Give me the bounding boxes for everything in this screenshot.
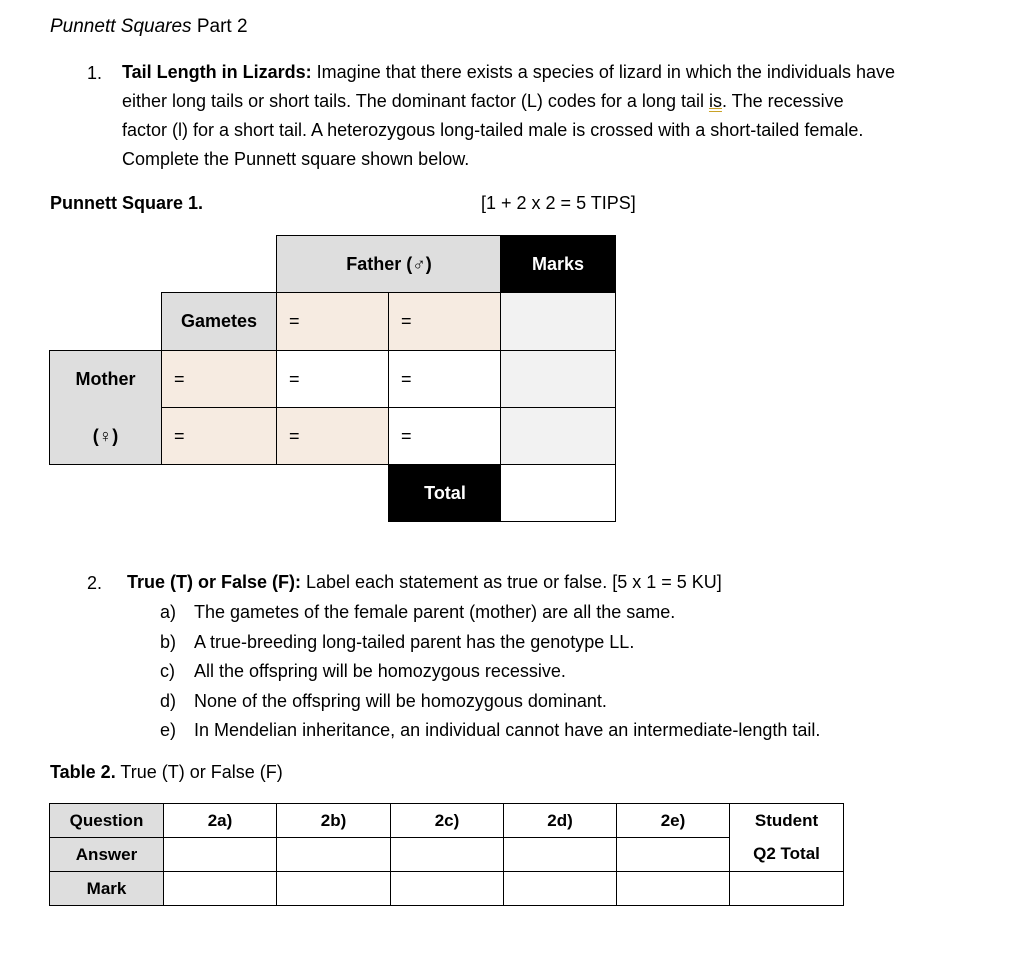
father-gamete-2[interactable]: = — [388, 292, 502, 351]
mark-cell-2e[interactable] — [617, 872, 730, 906]
q1-line-4: Complete the Punnett square shown below. — [122, 149, 470, 169]
father-gamete-1[interactable]: = — [276, 292, 389, 351]
q2-statement-d — [160, 687, 820, 717]
punnett-marks-note: [1 + 2 x 2 = 5 TIPS] — [481, 193, 636, 213]
student-q2-total-cell[interactable] — [730, 872, 844, 906]
q2-intro-text: Label each statement as true or false. [5 x 1 = 5 KU] — [301, 572, 722, 592]
q2-letter-c: c) — [160, 661, 175, 681]
column-header-2a: 2a) — [164, 804, 277, 838]
q1-line2c: . The recessive — [721, 91, 844, 111]
q2-statement-a — [160, 598, 820, 628]
gametes-label: Gametes — [161, 292, 277, 351]
mother-gamete-1[interactable]: = — [161, 350, 277, 408]
true-false-table — [49, 803, 844, 906]
column-header-2c: 2c) — [391, 804, 504, 838]
marks-header: Marks — [500, 235, 616, 293]
answer-cell-2b[interactable] — [277, 838, 391, 872]
row-label-question: Question — [50, 804, 164, 838]
table2-label — [50, 762, 283, 783]
page-title-italic: Punnett Squares — [50, 16, 192, 37]
q1-text — [122, 58, 1002, 174]
table-row-answer — [50, 838, 844, 872]
mark-cell-2c[interactable] — [391, 872, 504, 906]
q2-number: 2. — [87, 573, 103, 593]
answer-cell-2a[interactable] — [164, 838, 277, 872]
mother-label-cell — [49, 350, 162, 465]
q2-heading: True (T) or False (F): — [127, 572, 302, 592]
answer-cell-2d[interactable] — [504, 838, 617, 872]
offspring-cell-2-1[interactable]: = — [276, 407, 389, 465]
q2-letter-b: b) — [160, 631, 177, 652]
mother-gamete-2[interactable]: = — [161, 407, 277, 465]
q1-line-3: factor (l) for a short tail. A heterozygous long-tailed male is crossed with a short-tailed female. — [122, 120, 864, 140]
mother-symbol: (♀) — [92, 426, 119, 446]
total-label: Total — [388, 464, 502, 522]
mother-label: Mother — [75, 369, 136, 389]
student-label-line1: Student — [730, 804, 844, 838]
column-header-2d: 2d) — [504, 804, 617, 838]
q2-statement-c — [160, 657, 820, 687]
mark-cell-2d[interactable] — [504, 872, 617, 906]
marks-cell-gametes[interactable] — [500, 292, 616, 351]
answer-cell-2c[interactable] — [391, 838, 504, 872]
q1-line2a: either long tails or short tails. The dominant factor (L) codes for a long tail — [122, 91, 709, 111]
q2-intro — [127, 568, 987, 597]
marks-cell-row-1[interactable] — [500, 350, 616, 408]
table-row-question — [50, 804, 844, 838]
father-header: Father (♂) — [276, 235, 502, 293]
q1-line-1 — [122, 58, 1002, 87]
mark-cell-2a[interactable] — [164, 872, 277, 906]
q2-letter-a: a) — [160, 602, 177, 622]
page-title — [50, 16, 248, 38]
q1-line2-underlined: is — [708, 91, 722, 111]
table2-label-rest: True (T) or False (F) — [115, 762, 283, 782]
q2-text-c: All the offspring will be homozygous recessive. — [194, 661, 566, 681]
q2-letter-d: d) — [160, 690, 177, 711]
q1-line-2 — [122, 87, 1002, 116]
q1-number: 1. — [87, 63, 103, 83]
q2-letter-e: e) — [160, 720, 177, 740]
q1-line1-text: Imagine that there exists a species of lizard in which the individuals have — [311, 62, 895, 82]
column-header-2b: 2b) — [277, 804, 391, 838]
q1-heading: Tail Length in Lizards: — [122, 62, 312, 82]
offspring-cell-2-2[interactable]: = — [388, 407, 502, 465]
row-label-answer: Answer — [50, 838, 164, 872]
row-label-mark: Mark — [50, 872, 164, 906]
mark-cell-2b[interactable] — [277, 872, 391, 906]
column-header-2e: 2e) — [617, 804, 730, 838]
q2-statement-list — [160, 598, 820, 746]
q2-text-e: In Mendelian inheritance, an individual cannot have an intermediate-length tail. — [194, 720, 821, 740]
q2-statement-e — [160, 716, 820, 746]
q2-text-d: None of the offspring will be homozygous dominant. — [194, 690, 607, 711]
punnett-square-label: Punnett Square 1. — [50, 193, 204, 213]
total-marks-cell[interactable] — [500, 464, 616, 522]
offspring-cell-1-2[interactable]: = — [388, 350, 502, 408]
table2-label-bold: Table 2. — [50, 762, 116, 782]
marks-cell-row-2[interactable] — [500, 407, 616, 465]
table-row-mark — [50, 872, 844, 906]
offspring-cell-1-1[interactable]: = — [276, 350, 389, 408]
page-title-rest: Part 2 — [191, 16, 248, 37]
q2-statement-b — [160, 628, 820, 658]
q2-text-b: A true-breeding long-tailed parent has the genotype LL. — [194, 631, 635, 652]
answer-cell-2e[interactable] — [617, 838, 730, 872]
q2-text-a: The gametes of the female parent (mother) are all the same. — [194, 602, 676, 622]
student-label-line2: Q2 Total — [730, 838, 844, 872]
